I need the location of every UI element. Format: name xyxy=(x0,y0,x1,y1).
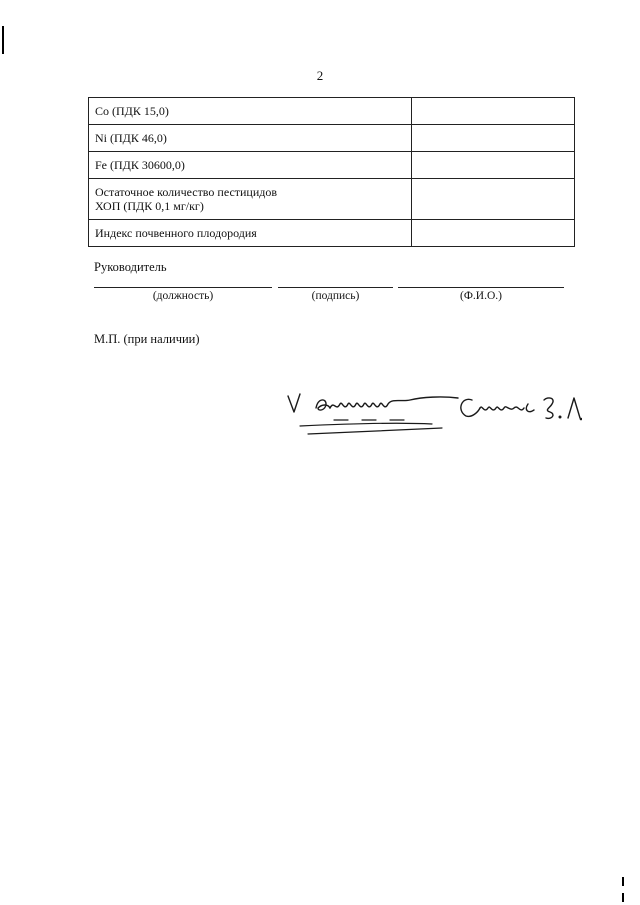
position-line xyxy=(94,287,272,288)
parameter-name: Fe (ПДК 30600,0) xyxy=(89,152,412,179)
parameter-value xyxy=(412,179,575,220)
parameter-name: Co (ПДК 15,0) xyxy=(89,98,412,125)
stamp-label: М.П. (при наличии) xyxy=(94,332,200,346)
position-caption: (должность) xyxy=(152,290,214,302)
scan-margin-mark xyxy=(622,877,624,886)
parameter-value xyxy=(412,152,575,179)
table-row xyxy=(89,125,575,152)
full-name-line xyxy=(398,287,564,288)
full-name-caption: (Ф.И.О.) xyxy=(460,290,502,302)
signature-line xyxy=(278,287,393,288)
table-row xyxy=(89,179,575,220)
handwritten-signature xyxy=(282,384,582,440)
page-number: 2 xyxy=(316,68,324,83)
table-row xyxy=(89,152,575,179)
parameter-value xyxy=(412,125,575,152)
signature-caption: (подпись) xyxy=(311,290,360,302)
parameter-name: Ni (ПДК 46,0) xyxy=(89,125,412,152)
table-row xyxy=(89,98,575,125)
parameter-name: Остаточное количество пестицидов ХОП (ПДК 0,1 мг/кг) xyxy=(89,179,412,220)
parameter-name: Индекс почвенного плодородия xyxy=(89,220,412,247)
table-row xyxy=(89,220,575,247)
head-label: Руководитель xyxy=(94,260,167,274)
parameter-value xyxy=(412,220,575,247)
parameter-value xyxy=(412,98,575,125)
scan-margin-mark xyxy=(2,26,4,54)
scan-margin-mark xyxy=(622,893,624,902)
parameters-table xyxy=(88,97,575,247)
